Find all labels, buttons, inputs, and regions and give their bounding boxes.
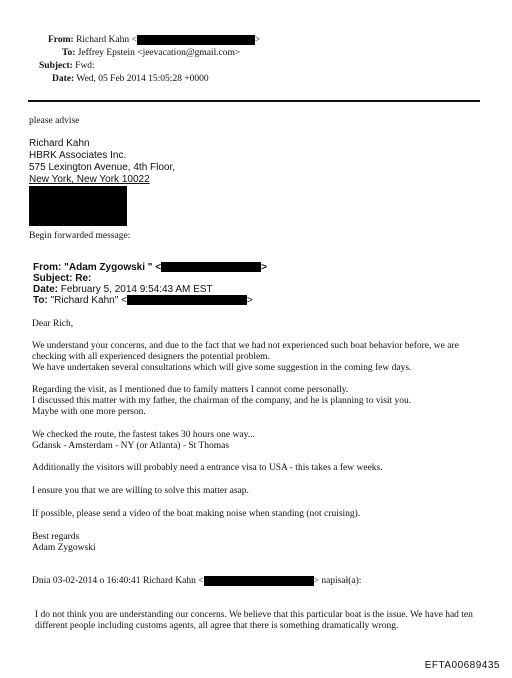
forwarded-label: Begin forwarded message: xyxy=(29,231,131,241)
quote-lead: Dnia 03-02-2014 o 16:40:41 Richard Kahn < xyxy=(32,576,204,587)
body-paragraph: I ensure you that we are willing to solve this matter asap. xyxy=(32,486,249,496)
fwd-to-label: To: xyxy=(33,295,48,306)
header-date-label: Date: xyxy=(52,74,75,84)
header-subject-value: Fwd: xyxy=(75,61,95,71)
fwd-date-label: Date: xyxy=(33,284,59,295)
signature-address: 575 Lexington Avenue, 4th Floor, xyxy=(29,162,176,173)
fwd-to-gt: > xyxy=(246,295,253,306)
intro-text: please advise xyxy=(29,116,80,126)
body-paragraph: We checked the route, the fastest takes 30 hours one way... xyxy=(32,430,255,440)
header-to-label: To: xyxy=(62,48,76,58)
redaction-box xyxy=(161,262,261,272)
redaction-box xyxy=(204,576,314,586)
body-closing-name: Adam Zygowski xyxy=(32,543,96,553)
signature-city: New York, New York 10022 xyxy=(29,174,150,185)
fwd-subject xyxy=(33,273,91,284)
signature-company: HBRK Associates Inc. xyxy=(29,150,127,161)
fwd-subject-label: Subject: Re: xyxy=(33,273,92,284)
quote-tail: > napisał(a): xyxy=(313,576,362,587)
body-closing: Best regards xyxy=(32,532,80,542)
body-paragraph: We have undertaken several consultations which will give some suggestion in the coming few days. xyxy=(32,363,412,373)
body-paragraph: Maybe with one more person. xyxy=(32,407,146,417)
header-subject-label: Subject: xyxy=(39,61,73,71)
fwd-to-value: "Richard Kahn" < xyxy=(50,295,127,306)
fwd-from-label: From: xyxy=(33,262,62,273)
body-paragraph: Gdansk - Amsterdam - NY (or Atlanta) - St Thomas xyxy=(32,441,230,451)
fwd-date-value: February 5, 2014 9:54:43 AM EST xyxy=(60,284,213,295)
footer-document-id: EFTA00689435 xyxy=(424,660,500,671)
header-from-gt: > xyxy=(254,35,261,45)
header-to-value: Jeffrey Epstein <jeevacation@gmail.com> xyxy=(77,48,241,58)
header-subject xyxy=(39,60,95,72)
signature xyxy=(29,138,175,186)
redaction-box xyxy=(29,186,127,226)
header-from xyxy=(48,34,260,46)
signature-name: Richard Kahn xyxy=(29,138,90,149)
fwd-from-gt: > xyxy=(261,262,267,273)
header-date-value: Wed, 05 Feb 2014 15:05:28 +0000 xyxy=(76,74,209,84)
header-from-value: Richard Kahn < xyxy=(76,35,137,45)
redaction-box xyxy=(137,35,255,45)
quote-header xyxy=(32,576,361,587)
fwd-to xyxy=(33,295,253,306)
body-greeting: Dear Rich, xyxy=(32,319,74,329)
body-paragraph: We understand your concerns, and due to the fact that we had not experienced such boat behavior before, we are checking with all experienced designers the potential problem. xyxy=(32,341,459,362)
header-from-label: From: xyxy=(48,35,74,45)
fwd-from xyxy=(33,262,267,273)
fwd-from-value: "Adam Zygowski " < xyxy=(64,262,162,273)
header-to xyxy=(62,47,240,59)
header-date xyxy=(52,73,209,85)
quote-text: I do not think you are understanding our concerns. We believe that this particular boat is the issue. We have had ten different people including customs agents, all agree that there is something dramatically wrong. xyxy=(35,610,473,631)
redaction-box xyxy=(127,295,247,305)
body-paragraph: I discussed this matter with my father, the chairman of the company, and he is planning to visit you. xyxy=(32,396,412,406)
body-paragraph: Regarding the visit, as I mentioned due to family matters I cannot come personally. xyxy=(32,385,349,395)
body-paragraph: If possible, please send a video of the boat making noise when standing (not cruising). xyxy=(32,509,361,519)
body-paragraph: Additionally the visitors will probably need a entrance visa to USA - this takes a few weeks. xyxy=(32,463,383,473)
fwd-date xyxy=(33,284,213,295)
header-divider xyxy=(28,100,480,102)
